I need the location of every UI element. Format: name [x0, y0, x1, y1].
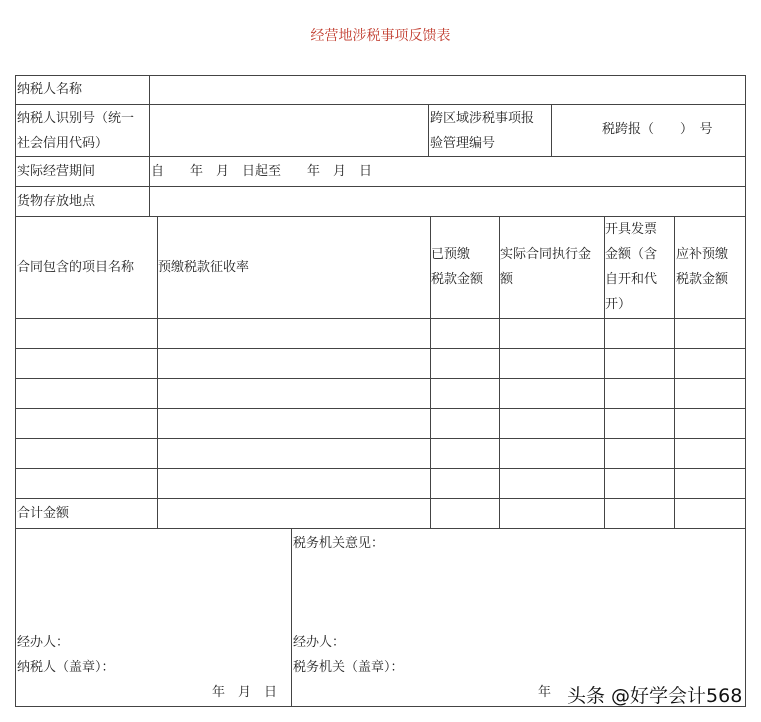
- row-divider: [15, 318, 746, 319]
- period-value: 自 年 月 日起至 年 月 日: [151, 164, 373, 179]
- column-divider: [674, 216, 675, 528]
- col-supplement-header-line1: 应补预缴: [676, 247, 729, 262]
- handler-right-label: 经办人：: [293, 635, 346, 650]
- authority-seal-label: 税务机关（盖章）：: [293, 660, 404, 675]
- column-divider: [291, 528, 292, 706]
- taxpayer-id-label-line2: 社会信用代码）: [17, 136, 109, 151]
- date-right: 年: [538, 685, 552, 700]
- form-title: 经营地涉税事项反馈表: [310, 28, 451, 44]
- column-divider: [551, 104, 552, 156]
- col-invoice-header-line2: 金额（含: [605, 247, 658, 262]
- storage-label: 货物存放地点: [17, 194, 96, 209]
- table-border-top: [15, 75, 746, 76]
- table-border-left: [15, 75, 16, 707]
- column-divider: [149, 75, 150, 216]
- col-prepaid-header-line1: 已预缴: [431, 247, 471, 262]
- col-rate-header: 预缴税款征收率: [158, 260, 250, 275]
- row-divider: [15, 498, 746, 499]
- row-divider: [15, 528, 746, 529]
- row-divider: [15, 348, 746, 349]
- taxpayer-name-label: 纳税人名称: [17, 82, 83, 97]
- cross-region-label-line2: 验管理编号: [430, 136, 496, 151]
- period-label: 实际经营期间: [17, 164, 96, 179]
- row-divider: [15, 186, 746, 187]
- row-divider: [15, 408, 746, 409]
- total-amount-label: 合计金额: [17, 506, 70, 521]
- watermark: 头条 @好学会计568: [567, 685, 743, 707]
- column-divider: [428, 104, 429, 156]
- date-left: 年 月 日: [212, 685, 278, 700]
- cross-region-number: 税跨报（ ） 号: [602, 122, 713, 137]
- col-invoice-header-line1: 开具发票: [605, 222, 658, 237]
- col-prepaid-header-line2: 税款金额: [431, 272, 484, 287]
- handler-left-label: 经办人：: [17, 635, 70, 650]
- taxpayer-seal-label: 纳税人（盖章）：: [17, 660, 115, 675]
- row-divider: [15, 156, 746, 157]
- row-divider: [15, 438, 746, 439]
- col-project-header: 合同包含的项目名称: [17, 260, 135, 275]
- col-invoice-header-line4: 开）: [605, 297, 632, 312]
- cross-region-label-line1: 跨区域涉税事项报: [430, 111, 535, 126]
- col-supplement-header-line2: 税款金额: [676, 272, 729, 287]
- taxpayer-id-label-line1: 纳税人识别号（统一: [17, 111, 135, 126]
- col-invoice-header-line3: 自开和代: [605, 272, 658, 287]
- tax-authority-opinion-label: 税务机关意见：: [293, 536, 385, 551]
- col-actual-header-line2: 额: [500, 272, 514, 287]
- col-actual-header-line1: 实际合同执行金: [500, 247, 592, 262]
- row-divider: [15, 378, 746, 379]
- row-divider: [15, 104, 746, 105]
- row-divider: [15, 468, 746, 469]
- table-border-right: [745, 75, 746, 707]
